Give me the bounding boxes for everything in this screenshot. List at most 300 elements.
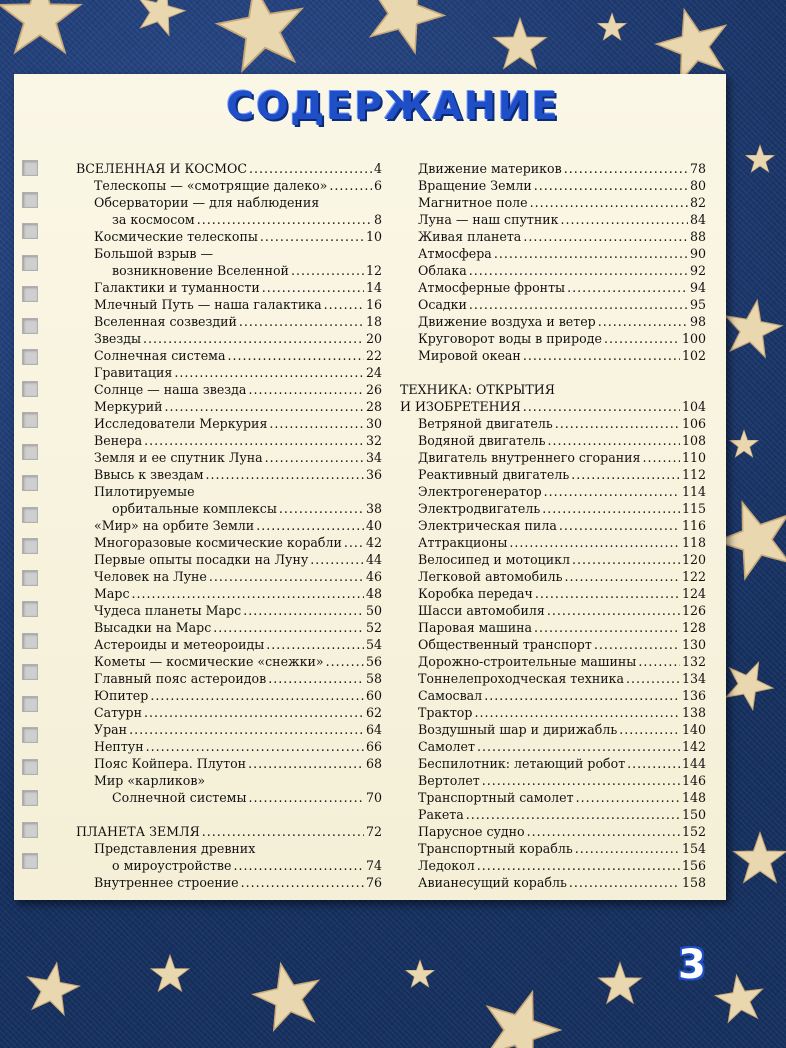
toc-entry-page: 144 — [681, 756, 706, 771]
toc-entry-page: 20 — [365, 331, 382, 346]
dot-leader — [594, 636, 680, 653]
toc-entry[interactable] — [400, 211, 706, 228]
toc-entry-title: Самолет — [418, 739, 475, 754]
toc-entry-title: Астероиды и метеороиды — [94, 637, 265, 652]
toc-entry-title: Реактивный двигатель — [418, 467, 570, 482]
star-icon — [713, 972, 766, 1023]
toc-entry[interactable] — [400, 738, 706, 755]
toc-entry-title: Обсерватории — для наблюдения — [94, 195, 320, 210]
toc-entry[interactable] — [400, 262, 706, 279]
toc-entry-page: 52 — [365, 620, 382, 635]
toc-entry[interactable] — [76, 279, 382, 296]
toc-entry-title: Двигатель внутреннего сгорания — [418, 450, 641, 465]
toc-entry-page: 134 — [681, 671, 706, 686]
toc-entry[interactable] — [76, 772, 382, 789]
toc-entry-page: 8 — [373, 212, 382, 227]
toc-entry-title: Солнечная система — [94, 348, 226, 363]
dot-leader — [256, 517, 364, 534]
dot-leader — [559, 517, 680, 534]
toc-entry[interactable] — [76, 449, 382, 466]
binder-hole — [22, 475, 38, 491]
dot-leader — [572, 551, 680, 568]
binder-hole — [22, 601, 38, 617]
dot-leader — [534, 619, 680, 636]
binder-hole — [22, 538, 38, 554]
dot-leader — [326, 653, 364, 670]
toc-entry[interactable] — [400, 653, 706, 670]
toc-entry-page: 78 — [689, 161, 706, 176]
toc-entry-title: Гравитация — [94, 365, 173, 380]
toc-entry-page: 28 — [365, 399, 382, 414]
toc-entry-title: Беспилотник: летающий робот — [418, 756, 626, 771]
page-title: СОДЕРЖАНИЕ — [226, 84, 560, 128]
dot-leader — [555, 415, 680, 432]
toc-entry[interactable] — [76, 755, 382, 772]
toc-entry-page: 32 — [365, 433, 382, 448]
toc-entry[interactable] — [400, 432, 706, 449]
dot-leader — [143, 330, 364, 347]
toc-entry[interactable] — [76, 398, 382, 415]
toc-entry-title: Самосвал — [418, 688, 483, 703]
toc-entry-title: Кометы — космические «снежки» — [94, 654, 324, 669]
toc-entry-page: 128 — [681, 620, 706, 635]
toc-entry-title: Общественный транспорт — [418, 637, 592, 652]
toc-entry-title: Шасси автомобиля — [418, 603, 545, 618]
dot-leader — [329, 177, 372, 194]
toc-entry-page: 116 — [681, 518, 706, 533]
toc-entry[interactable] — [76, 687, 382, 704]
dot-leader — [227, 347, 364, 364]
toc-entry-title: о мироустройстве — [112, 858, 232, 873]
binder-hole — [22, 160, 38, 176]
dot-leader — [534, 177, 688, 194]
toc-entry[interactable] — [400, 772, 706, 789]
toc-entry-page: 98 — [689, 314, 706, 329]
toc-left-column — [76, 160, 382, 891]
dot-leader — [248, 381, 364, 398]
toc-entry[interactable] — [400, 466, 706, 483]
toc-entry-page: 80 — [689, 178, 706, 193]
toc-entry-page: 94 — [689, 280, 706, 295]
toc-entry-title: Движение воздуха и ветер — [418, 314, 596, 329]
toc-entry-page: 60 — [365, 688, 382, 703]
toc-entry-title: Первые опыты посадки на Луну — [94, 552, 309, 567]
toc-entry-page: 70 — [365, 790, 382, 805]
toc-entry-title: Солнце — наша звезда — [94, 382, 247, 397]
toc-entry[interactable] — [400, 857, 706, 874]
dot-leader — [627, 755, 680, 772]
toc-entry-page: 124 — [681, 586, 706, 601]
toc-section-heading[interactable] — [400, 398, 706, 415]
binder-hole — [22, 223, 38, 239]
toc-entry-page: 36 — [365, 467, 382, 482]
toc-entry-title: Солнечной системы — [112, 790, 247, 805]
toc-entry[interactable] — [76, 500, 382, 517]
star-icon — [650, 1, 737, 85]
toc-entry-page: 102 — [681, 348, 706, 363]
toc-entry[interactable] — [400, 279, 706, 296]
toc-entry[interactable] — [76, 415, 382, 432]
toc-entry-title: Велосипед и мотоцикл — [418, 552, 571, 567]
toc-entry[interactable] — [76, 381, 382, 398]
toc-entry-title: Тоннелепроходческая техника — [418, 671, 625, 686]
toc-entry-page: 4 — [373, 161, 382, 176]
toc-entry-page: 38 — [365, 501, 382, 516]
dot-leader — [548, 432, 680, 449]
toc-entry-title: Дорожно-строительные машины — [418, 654, 637, 669]
toc-entry[interactable] — [400, 194, 706, 211]
star-icon — [406, 960, 435, 987]
toc-entry-page: 68 — [365, 756, 382, 771]
toc-entry-page: 126 — [681, 603, 706, 618]
toc-entry-page: 110 — [681, 450, 706, 465]
toc-section-heading[interactable] — [400, 381, 706, 398]
toc-entry-title: Ракета — [418, 807, 464, 822]
toc-entry-title: Многоразовые космические корабли — [94, 535, 342, 550]
toc-entry-title: Атмосфера — [418, 246, 492, 261]
dot-leader — [530, 194, 688, 211]
toc-entry[interactable] — [400, 602, 706, 619]
toc-entry[interactable] — [76, 228, 382, 245]
toc-entry[interactable] — [400, 415, 706, 432]
toc-entry-page: 54 — [365, 637, 382, 652]
toc-entry-page: 66 — [365, 739, 382, 754]
section-gap — [76, 806, 382, 823]
toc-right-column — [400, 160, 706, 891]
toc-entry-title: Ветряной двигатель — [418, 416, 553, 431]
toc-entry-title: Магнитное поле — [418, 195, 528, 210]
binder-hole — [22, 570, 38, 586]
toc-entry-title: И ИЗОБРЕТЕНИЯ — [400, 399, 521, 414]
toc-entry-page: 42 — [365, 535, 382, 550]
toc-entry-title: Транспортный корабль — [418, 841, 573, 856]
dot-leader — [638, 653, 680, 670]
toc-entry[interactable] — [76, 619, 382, 636]
toc-entry-title: Человек на Луне — [94, 569, 207, 584]
toc-entry-page: 136 — [681, 688, 706, 703]
toc-section-heading[interactable] — [76, 823, 382, 840]
toc-entry-title: Космические телескопы — [94, 229, 258, 244]
toc-entry[interactable] — [400, 500, 706, 517]
toc-entry-page: 158 — [681, 875, 706, 890]
toc-entry[interactable] — [400, 160, 706, 177]
dot-leader — [279, 500, 364, 517]
toc-entry[interactable] — [400, 704, 706, 721]
toc-entry-title: Электродвигатель — [418, 501, 541, 516]
toc-entry-page: 114 — [681, 484, 706, 499]
toc-entry-title: Мир «карликов» — [94, 773, 206, 788]
dot-leader — [324, 296, 364, 313]
toc-entry[interactable] — [400, 517, 706, 534]
dot-leader — [266, 636, 364, 653]
toc-entry[interactable] — [400, 585, 706, 602]
toc-entry-title: Осадки — [418, 297, 467, 312]
dot-leader — [466, 806, 680, 823]
toc-entry-page: 34 — [365, 450, 382, 465]
dot-leader — [564, 568, 680, 585]
binder-hole — [22, 727, 38, 743]
toc-entry[interactable] — [400, 840, 706, 857]
toc-entry-page: 72 — [365, 824, 382, 839]
dot-leader — [197, 211, 372, 228]
toc-entry-title: Большой взрыв — — [94, 246, 214, 261]
toc-entry[interactable] — [76, 483, 382, 500]
toc-entry-page: 26 — [365, 382, 382, 397]
binder-hole — [22, 381, 38, 397]
dot-leader — [265, 449, 364, 466]
toc-entry-title: Меркурий — [94, 399, 163, 414]
toc-entry-title: Электрическая пила — [418, 518, 557, 533]
toc-entry[interactable] — [76, 653, 382, 670]
dot-leader — [575, 840, 680, 857]
toc-entry[interactable] — [76, 347, 382, 364]
toc-entry-title: Юпитер — [94, 688, 149, 703]
dot-leader — [202, 823, 364, 840]
toc-entry[interactable] — [76, 602, 382, 619]
binder-hole — [22, 444, 38, 460]
toc-entry-title: Воздушный шар и дирижабль — [418, 722, 618, 737]
toc-entry[interactable] — [400, 228, 706, 245]
toc-entry-title: Вертолет — [418, 773, 480, 788]
toc-entry[interactable] — [76, 330, 382, 347]
toc-entry[interactable] — [76, 466, 382, 483]
binder-hole — [22, 633, 38, 649]
toc-entry-title: Вращение Земли — [418, 178, 532, 193]
toc-entry-page: 16 — [365, 297, 382, 312]
toc-entry[interactable] — [400, 687, 706, 704]
toc-entry[interactable] — [400, 483, 706, 500]
toc-entry-title: Телескопы — «смотрящие далеко» — [94, 178, 328, 193]
toc-entry[interactable] — [400, 449, 706, 466]
dot-leader — [344, 534, 364, 551]
dot-leader — [469, 296, 688, 313]
binder-hole — [22, 192, 38, 208]
toc-entry[interactable] — [400, 551, 706, 568]
star-icon — [474, 980, 569, 1048]
toc-entry[interactable] — [76, 789, 382, 806]
toc-entry[interactable] — [76, 840, 382, 857]
toc-entry-page: 62 — [365, 705, 382, 720]
toc-section-heading[interactable] — [76, 160, 382, 177]
toc-entry-page: 118 — [681, 535, 706, 550]
toc-entry[interactable] — [76, 738, 382, 755]
toc-entry-page: 18 — [365, 314, 382, 329]
toc-entry-title: Живая планета — [418, 229, 522, 244]
toc-entry-page: 22 — [365, 348, 382, 363]
toc-entry[interactable] — [400, 330, 706, 347]
toc-entry[interactable] — [400, 789, 706, 806]
toc-entry[interactable] — [76, 721, 382, 738]
toc-entry-title: Венера — [94, 433, 143, 448]
dot-leader — [268, 670, 364, 687]
toc-entry-page: 48 — [365, 586, 382, 601]
toc-entry[interactable] — [400, 568, 706, 585]
dot-leader — [576, 789, 680, 806]
toc-entry-title: Атмосферные фронты — [418, 280, 566, 295]
toc-entry[interactable] — [400, 721, 706, 738]
binder-hole — [22, 822, 38, 838]
toc-entry[interactable] — [400, 823, 706, 840]
toc-entry-page: 156 — [681, 858, 706, 873]
toc-entry[interactable] — [76, 874, 382, 891]
toc-entry[interactable] — [76, 364, 382, 381]
star-icon — [248, 957, 326, 1033]
dot-leader — [146, 738, 364, 755]
dot-leader — [233, 857, 364, 874]
toc-entry[interactable] — [76, 857, 382, 874]
dot-leader — [144, 704, 364, 721]
toc-entry[interactable] — [400, 177, 706, 194]
toc-entry-title: Марс — [94, 586, 130, 601]
toc-entry-title: ПЛАНЕТА ЗЕМЛЯ — [76, 824, 200, 839]
toc-entry[interactable] — [76, 534, 382, 551]
binder-hole — [22, 286, 38, 302]
binder-hole — [22, 664, 38, 680]
toc-entry-page: 150 — [681, 807, 706, 822]
toc-entry-title: Уран — [94, 722, 128, 737]
dot-leader — [243, 602, 364, 619]
dot-leader — [477, 857, 680, 874]
toc-entry[interactable] — [76, 194, 382, 211]
dot-leader — [209, 568, 364, 585]
toc-entry[interactable] — [76, 585, 382, 602]
toc-entry-page: 120 — [681, 552, 706, 567]
dot-leader — [523, 347, 680, 364]
dot-leader — [567, 279, 688, 296]
toc-entry-title: Нептун — [94, 739, 144, 754]
toc-entry-page: 56 — [365, 654, 382, 669]
toc-entry[interactable] — [400, 755, 706, 772]
toc-entry[interactable] — [76, 568, 382, 585]
toc-entry[interactable] — [400, 534, 706, 551]
dot-leader — [260, 228, 364, 245]
toc-entry-title: ТЕХНИКА: ОТКРЫТИЯ — [400, 382, 555, 397]
toc-entry-page: 140 — [681, 722, 706, 737]
star-icon — [357, 0, 453, 57]
dot-leader — [544, 483, 680, 500]
dot-leader — [527, 823, 680, 840]
toc-entry[interactable] — [76, 313, 382, 330]
toc-entry-page: 24 — [365, 365, 382, 380]
star-icon — [151, 955, 189, 991]
toc-entry-page: 138 — [681, 705, 706, 720]
toc-entry[interactable] — [76, 211, 382, 228]
toc-entry-title: Высадки на Марс — [94, 620, 212, 635]
toc-entry[interactable] — [76, 296, 382, 313]
toc-entry-title: Звезды — [94, 331, 142, 346]
star-icon — [212, 0, 311, 73]
toc-entry[interactable] — [76, 245, 382, 262]
toc-entry-page: 122 — [681, 569, 706, 584]
toc-entry[interactable] — [76, 517, 382, 534]
binder-hole — [22, 853, 38, 869]
star-icon — [720, 295, 786, 358]
binder-hole — [22, 318, 38, 334]
dot-leader — [241, 874, 364, 891]
toc-entry-page: 6 — [373, 178, 382, 193]
toc-entry[interactable] — [76, 670, 382, 687]
toc-entry-title: Ледокол — [418, 858, 475, 873]
toc-entry-title: Парусное судно — [418, 824, 525, 839]
dot-leader — [642, 449, 680, 466]
toc-entry[interactable] — [400, 670, 706, 687]
toc-entry-page: 100 — [681, 331, 706, 346]
dot-leader — [310, 551, 364, 568]
toc-entry[interactable] — [400, 245, 706, 262]
toc-entry[interactable] — [400, 874, 706, 891]
toc-entry-page: 154 — [681, 841, 706, 856]
toc-entry[interactable] — [400, 347, 706, 364]
toc-entry-page: 64 — [365, 722, 382, 737]
toc-entry-title: Представления древних — [94, 841, 256, 856]
toc-entry-page: 74 — [365, 858, 382, 873]
dot-leader — [144, 432, 364, 449]
toc-entry[interactable] — [400, 619, 706, 636]
toc-entry-page: 46 — [365, 569, 382, 584]
toc-entry-title: возникновение Вселенной — [112, 263, 289, 278]
toc-entry-title: «Мир» на орбите Земли — [94, 518, 255, 533]
toc-entry-title: Паровая машина — [418, 620, 532, 635]
toc-entry-page: 152 — [681, 824, 706, 839]
binder-hole — [22, 507, 38, 523]
dot-leader — [509, 534, 680, 551]
toc-entry-page: 10 — [365, 229, 382, 244]
dot-leader — [569, 874, 680, 891]
toc-entry-page: 92 — [689, 263, 706, 278]
dot-leader — [469, 262, 688, 279]
toc-entry-title: Галактики и туманности — [94, 280, 260, 295]
dot-leader — [165, 398, 364, 415]
section-gap — [400, 364, 706, 381]
toc-entry[interactable] — [400, 636, 706, 653]
notebook-holes — [22, 160, 38, 880]
toc-entry-title: Транспортный самолет — [418, 790, 574, 805]
toc-entry[interactable] — [76, 262, 382, 279]
toc-entry-page: 12 — [365, 263, 382, 278]
toc-entry-page: 148 — [681, 790, 706, 805]
toc-entry[interactable] — [76, 636, 382, 653]
dot-leader — [132, 585, 364, 602]
toc-entry-title: Аттракционы — [418, 535, 508, 550]
star-icon — [718, 652, 780, 713]
toc-entry-title: Сатурн — [94, 705, 142, 720]
dot-leader — [484, 687, 680, 704]
toc-entry[interactable] — [400, 296, 706, 313]
toc-entry-title: Вселенная созвездий — [94, 314, 237, 329]
dot-leader — [248, 755, 364, 772]
toc-entry[interactable] — [76, 432, 382, 449]
toc-entry[interactable] — [76, 704, 382, 721]
toc-entry-title: Пилотируемые — [94, 484, 195, 499]
toc-entry-title: Ввысь к звездам — [94, 467, 204, 482]
dot-leader — [474, 704, 680, 721]
toc-entry[interactable] — [76, 177, 382, 194]
toc-entry-page: 14 — [365, 280, 382, 295]
dot-leader — [291, 262, 364, 279]
toc-entry[interactable] — [400, 313, 706, 330]
toc-entry[interactable] — [400, 806, 706, 823]
toc-entry-title: Пояс Койпера. Плутон — [94, 756, 247, 771]
star-icon — [598, 13, 627, 40]
star-icon — [22, 958, 82, 1016]
dot-leader — [129, 721, 364, 738]
toc-entry-page: 108 — [681, 433, 706, 448]
toc-entry-title: Трактор — [418, 705, 473, 720]
toc-entry[interactable] — [76, 551, 382, 568]
toc-entry-title: Движение материков — [418, 161, 562, 176]
star-icon — [746, 145, 775, 172]
toc-entry-title: ВСЕЛЕННАЯ И КОСМОС — [76, 161, 248, 176]
